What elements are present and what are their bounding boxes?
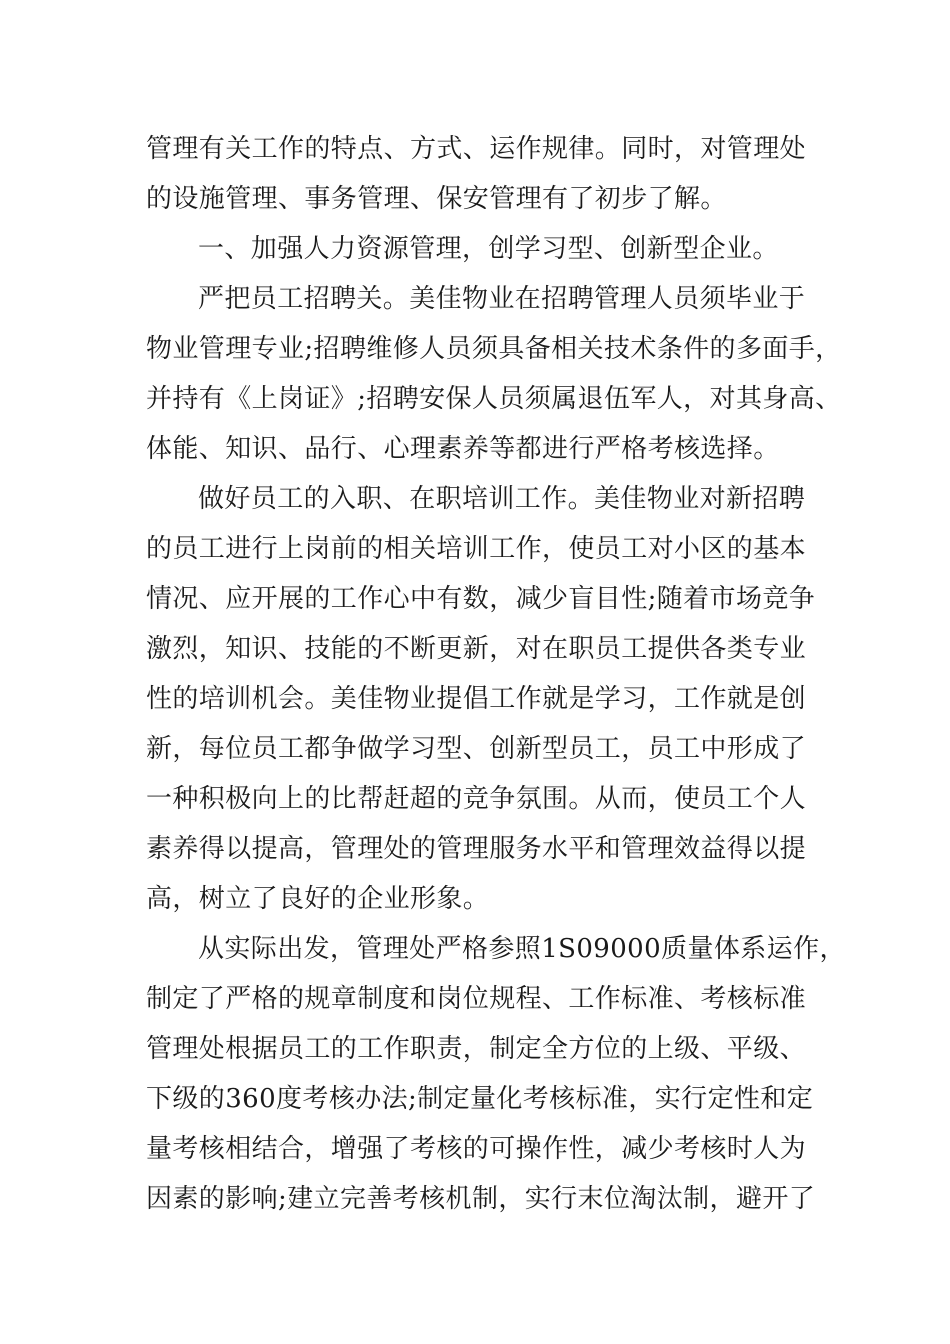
- text-line: 的员工进行上岗前的相关培训工作，使员工对小区的基本: [146, 534, 807, 564]
- text-line: 下级的360度考核办法;制定量化考核标准，实行定性和定: [146, 1084, 814, 1114]
- text-line: 激烈，知识、技能的不断更新，对在职员工提供各类专业: [146, 634, 807, 664]
- text-line: 做好员工的入职、在职培训工作。美佳物业对新招聘: [198, 484, 806, 514]
- text-line: 物业管理专业;招聘维修人员须具备相关技术条件的多面手，: [146, 334, 842, 364]
- section-heading: 一、加强人力资源管理，创学习型、创新型企业。: [198, 234, 779, 264]
- text-line: 一种积极向上的比帮赶超的竞争氛围。从而，使员工个人: [146, 784, 807, 814]
- text-line: 情况、应开展的工作心中有数，减少盲目性;随着市场竞争: [146, 584, 816, 614]
- text-line: 从实际出发，管理处严格参照1S09000质量体系运作，: [198, 934, 846, 964]
- text-line: 因素的影响;建立完善考核机制，实行末位淘汰制，避开了: [146, 1184, 816, 1214]
- text-line: 管理处根据员工的工作职责，制定全方位的上级、平级、: [146, 1034, 807, 1064]
- text-line: 的设施管理、事务管理、保安管理有了初步了解。: [146, 184, 727, 214]
- text-line: 新，每位员工都争做学习型、创新型员工，员工中形成了: [146, 734, 807, 764]
- text-line: 严把员工招聘关。美佳物业在招聘管理人员须毕业于: [198, 284, 806, 314]
- text-line: 制定了严格的规章制度和岗位规程、工作标准、考核标准: [146, 984, 807, 1014]
- text-line: 体能、知识、品行、心理素养等都进行严格考核选择。: [146, 434, 780, 464]
- text-line: 管理有关工作的特点、方式、运作规律。同时，对管理处: [146, 134, 807, 164]
- text-line: 高，树立了良好的企业形象。: [146, 884, 490, 914]
- text-line: 素养得以提高，管理处的管理服务水平和管理效益得以提: [146, 834, 807, 864]
- text-line: 并持有《上岗证》;招聘安保人员须属退伍军人，对其身高、: [146, 384, 842, 414]
- text-line: 性的培训机会。美佳物业提倡工作就是学习，工作就是创: [146, 684, 807, 714]
- text-line: 量考核相结合，增强了考核的可操作性，减少考核时人为: [146, 1134, 807, 1164]
